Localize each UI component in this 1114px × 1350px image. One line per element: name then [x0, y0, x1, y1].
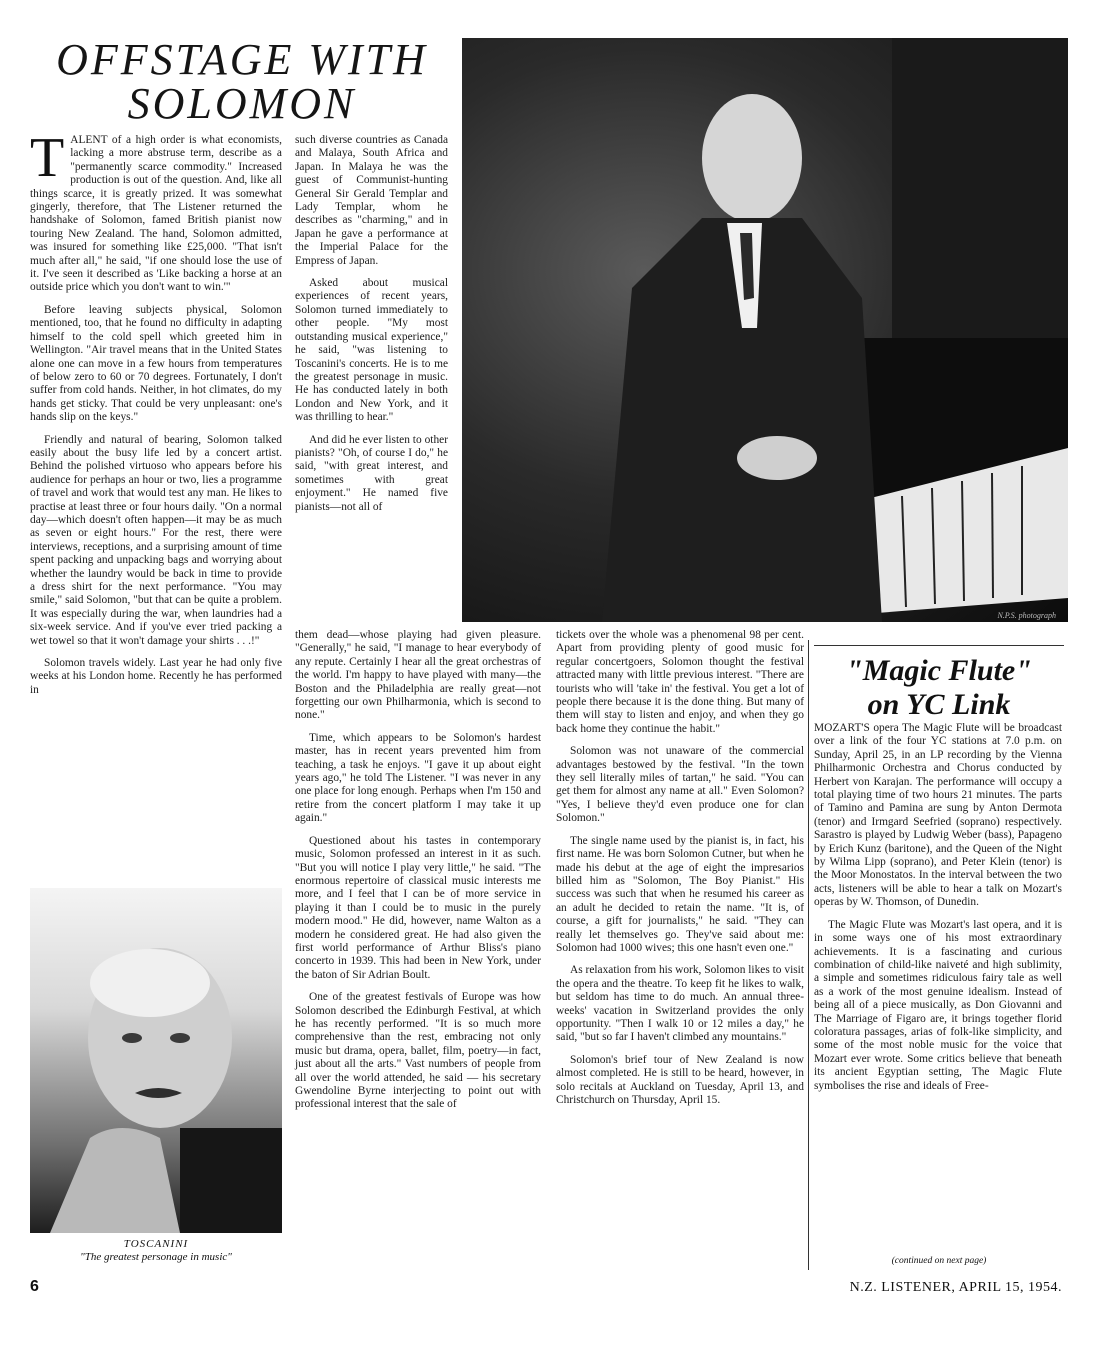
article-column-2-top [295, 134, 448, 523]
page-number: 6 [30, 1278, 39, 1295]
paragraph-6b: them dead—whose playing had given pleasure. "Generally," he said, "I manage to hear everybody of any repute. Certainly I hear all the great orchestras of the world. I'm happy to have played with many—the Boston and the Philadelphia are really great—not forgetting our own Philharmonia, which is second to none." [295, 629, 541, 722]
paragraph-7: Time, which appears to be Solomon's hardest master, has in recent years prevented him from teaching, a task he enjoys. "I gave it up about eight years ago," he told The Listener. "I was never in any one place for long enough. Perhaps when I'm 150 and retire from the concert platform I may take it up again." [295, 731, 541, 825]
paragraph-5: Asked about musical experiences of recent years, Solomon turned immediately to other people. "My most outstanding musical experience," he said, "was listening to Toscanini's concerts. He is to me the greatest personage in music. He has conducted lately in both London and New York, and it was thrilling to hear." [295, 277, 448, 424]
toscanini-photo [30, 888, 282, 1233]
paragraph-12: The single name used by the pianist is, in fact, his first name. He was born Solomon Cutner, but when he made his debut at the age of eight the impresarios billed him as "Solomon, The Boy Pianist." His success was such that when he resumed his career as an adult he decided to retain the name. "It is, of course, a gift for journalists," he said. "They can really let themselves go. They've said about me: Solomon had 1000 wives; this one hasn't even one." [556, 834, 804, 954]
title-line-2: SOLOMON [127, 79, 357, 128]
sidebar-paragraph-1: MOZART'S opera The Magic Flute will be broadcast over a link of the four YC stations at 7.0 p.m. on Sunday, April 25, in an LP recording by the Vienna Philharmonic Orchestra and Chorus conducted by Herbert von Karajan. The performance will occupy a total playing time of two hours 21 minutes. The parts of Tamino and Pamina are sung by Anton Dermota (tenor) and Irmgard Seefried (soprano) respectively. Sarastro is played by Ludwig Weber (bass), Papageno by Erich Kunz (baritone), and the Queen of the Night by Wilma Lipp (soprano), and Peter Klein (tenor) is the Moor Monostatos. In the interval between the two acts, listeners will be able to hear a talk on Mozart's operas by W. Thomson, of Dunedin. [814, 722, 1062, 909]
article-title [22, 35, 462, 128]
masthead-date: N.Z. LISTENER, APRIL 15, 1954. [849, 1280, 1062, 1295]
toscanini-portrait-illustration [30, 888, 282, 1233]
paragraph-14: Solomon's brief tour of New Zealand is now almost completed. He is still to be heard, however, in solo recitals at Auckland on Tuesday, April 13, and Christchurch on Thursday, April 15. [556, 1053, 804, 1106]
article-column-2-bottom [295, 629, 541, 1121]
paragraph-11: Solomon was not unaware of the commercial advantages bestowed by the festival. "In the town they sell literally miles of tartan," he said. "You can get them for almost any name at all." Even Solomon? "Yes, I believe they'd even produce one for clan Solomon." [556, 745, 804, 825]
solomon-photo [462, 38, 1068, 622]
paragraph-4a: Solomon travels widely. Last year he had only five weeks at his London home. Recently he has performed in [30, 657, 282, 696]
caption-quote: "The greatest personage in music" [80, 1251, 232, 1263]
paragraph-9: One of the greatest festivals of Europe was how Solomon described the Edinburgh Festival, at which he has recently performed. "It is so much more comprehensive than the rest, embracing not only music but drama, opera, ballet, film, poetry—in fact, just about all the arts." Vast numbers of people from all over the world attended, he said — his secretary Gwendoline Byrne interjecting to point out with professional interest that the sale of [295, 991, 541, 1111]
sidebar-title-line-2: on YC Link [867, 688, 1011, 721]
paragraph-2: Before leaving subjects physical, Solomon mentioned, too, that he found no difficulty in adapting himself to the cold spell which greeted him in Wellington. "Air travel means that in the United States alone one can move in a few hours from temperatures of below zero to 60 or 70 degrees. Fortunately, I don't suffer from cold hands. Neither, in hot climates, do my hands get sticky. That could be very unpleasant: one's hands slip on the keys." [30, 303, 282, 424]
photo-credit: N.P.S. photograph [997, 611, 1056, 620]
article-column-3 [556, 629, 804, 1116]
continued-note: (continued on next page) [891, 1256, 987, 1266]
paragraph-8: Questioned about his tastes in contemporary music, Solomon professed an interest in it as such. "But you will notice I play very little," he said. "The enormous repertoire of classical music interests me more, and I feel that I can be of more service in playing it than I could be to music in the purely modern mood." He did, however, name Walton as a modern he considered great. He had also given the first world performance of Arthur Bliss's piano concerto in 1939. This had been in New York, under the baton of Sir Adrian Boult. [295, 834, 541, 981]
title-line-1: OFFSTAGE WITH [56, 35, 428, 84]
sidebar-title-line-1: "Magic Flute" [846, 654, 1032, 687]
sidebar-paragraph-2: The Magic Flute was Mozart's last opera, and it is in some ways one of his most extraordinary achievements. It is a fascinating and curious combination of child-like naiveté and high sublimity, a simple and sometimes ridiculous fairy tale as well as a work of the most genuine idealism. Instead of being all of a piece musically, as Don Giovanni and The Marriage of Figaro are, it brings together florid coloratura passages, arias of folk-like simplicity, and some of the most noble music for the voice that Mozart ever wrote. Some critics believe that beneath its ancient Egyptian setting, The Magic Flute symbolises the rise and ideals of Free- [814, 918, 1062, 1092]
sidebar-top-rule [814, 645, 1064, 646]
paragraph-13: As relaxation from his work, Solomon likes to visit the opera and the theatre. To keep fit he likes to walk, but seldom has time to do much. An annual three-weeks' vacation in Switzerland provides the only opportunity. "Then I walk 10 or 12 miles a day," he said, "but so far I haven't climbed any mountains." [556, 964, 804, 1044]
paragraph-intro [30, 127, 282, 295]
sidebar-divider [808, 640, 809, 1270]
solomon-at-piano-illustration [462, 38, 1068, 622]
caption-name: TOSCANINI [123, 1238, 189, 1250]
paragraph-1-text: ALENT of a high order is what economists, lacking a more abstruse term, describe as a "permanently scarce commodity." Increased production is out of the question. And, like all things scarce, it is greatly prized. It was somewhat gingerly, therefore, that The Listener returned the handshake of Solomon, famed British pianist now touring New Zealand. The hand, Solomon admitted, was insured for something like £25,000. "That isn't much after all," he said, "if one should lose the use of it. I've seen it described as 'Like backing a horse at an outside price which you don't want to win.'" [30, 134, 282, 294]
sidebar-column [814, 722, 1062, 1102]
paragraph-3: Friendly and natural of bearing, Solomon talked easily about the busy life led by a concert artist. Behind the polished virtuoso who appears before his audience for perhaps an hour or two, lies a programme of travel and work that would test any man. He likes to practise at least three or four hours daily. "On a normal day—which doesn't often happen—it may be as much as seven or eight hours." For the rest, there were interviews, receptions, and a surprising amount of time spent packing and unpacking bags and worrying about whether the laundry would be back in time to provide a dress shirt for the next performance. "You may smile," said Solomon, "but that can be quite a problem. It was especially during the war, when laundries had a six-week service. And if you've ever tried packing a wet towel so that it won't damage your shirts . . .!" [30, 433, 282, 647]
paragraph-4b: such diverse countries as Canada and Malaya, South Africa and Japan. In Malaya he was the guest of Communist-hunting General Sir Gerald Templar and Lady Templar, whom he describes as "charming," and in Japan he gave a performance at the Imperial Palace for the Empress of Japan. [295, 134, 448, 267]
paragraph-6a: And did he ever listen to other pianists? "Oh, of course I do," he said, "with great interest, and sometimes with great enjoyment." He named five pianists—not all of [295, 433, 448, 513]
drop-cap: T [30, 127, 65, 189]
toscanini-caption [30, 1238, 282, 1264]
paragraph-10: tickets over the whole was a phenomenal 98 per cent. Apart from providing plenty of good music for regular concertgoers, Solomon thought the festival attracted many with little previous interest. "There are tourists who will 'take in' the festival. You get a lot of people there because it is the done thing. But many of them will stay to listen and enjoy, and when they go back home they continue the habit." [556, 629, 804, 735]
sidebar-title [814, 654, 1064, 722]
article-column-1 [30, 127, 282, 706]
